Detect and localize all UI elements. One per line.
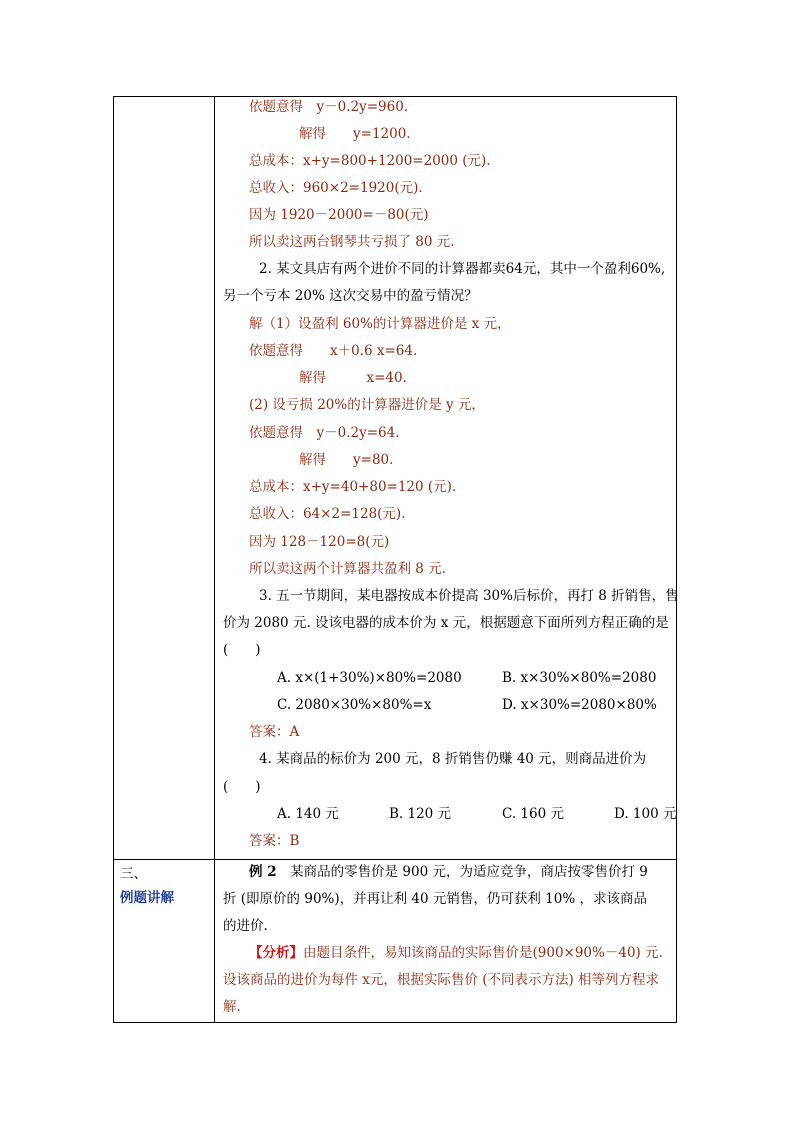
text-line: 解得 y=1200. [299, 126, 411, 142]
section-title: 例题讲解 [120, 890, 174, 906]
text-line: ( ) [223, 642, 261, 658]
text-line: 依题意得 y－0.2y=64. [249, 425, 400, 441]
text-line: 所以卖这两个计算器共盈利 8 元. [249, 561, 446, 577]
section-number: 三、 [120, 866, 147, 882]
text-line: 解得 x=40. [299, 370, 407, 386]
content-table [113, 96, 677, 1023]
option-text: D. x×30%=2080×80% [502, 697, 657, 713]
text-line: (2) 设亏损 20%的计算器进价是 y 元， [249, 397, 485, 413]
text-line: 依题意得 y－0.2y=960. [249, 99, 409, 115]
analysis-line [249, 944, 663, 962]
example-line [249, 863, 648, 881]
text-line: 所以卖这两台钢琴共亏损了 80 元. [249, 234, 455, 250]
column-divider [214, 97, 215, 1022]
text-line: 解得 y=80. [299, 452, 394, 468]
option-text: A. 140 元 [277, 806, 339, 822]
answer-text: 答案：B [249, 833, 300, 849]
option-text: B. x×30%×80%=2080 [502, 670, 657, 686]
text-line: 2. 某文具店有两个进价不同的计算器都卖64元，其中一个盈利60%, [259, 261, 666, 277]
analysis-line: 设该商品的进价为每件 x元，根据实际售价 (不同表示方法) 相等列方程求 [223, 972, 660, 988]
example-label: 例 2 [249, 864, 277, 880]
text-line: 另一个亏本 20% 这次交易中的盈亏情况？ [223, 288, 478, 304]
option-text: B. 120 元 [389, 806, 452, 822]
text-line: 总成本：x+y=40+80=120 (元). [249, 479, 457, 495]
text-line: ( ) [223, 779, 261, 795]
text-line: 因为 1920－2000=－80(元) [249, 207, 429, 223]
analysis-tag: 【分析】 [249, 945, 303, 961]
text-line: 总收入：960×2=1920(元). [249, 180, 423, 196]
option-text: D. 100 元 [614, 806, 677, 822]
option-text: A. x×(1+30%)×80%=2080 [277, 670, 462, 686]
text-line: 解（1）设盈利 60%的计算器进价是 x 元， [249, 316, 511, 332]
answer-text: 答案：A [249, 724, 300, 740]
text-line: 4. 某商品的标价为 200 元，8 折销售仍赚 40 元，则商品进价为 [259, 751, 647, 767]
analysis-line: 解. [223, 999, 241, 1015]
text-line: 3. 五一节期间，某电器按成本价提高 30%后标价，再打 8 折销售，售 [259, 588, 679, 604]
analysis-text: 由题目条件，易知该商品的实际售价是(900×90%－40) 元. [303, 945, 663, 961]
text-line: 价为 2080 元. 设该电器的成本价为 x 元，根据题意下面所列方程正确的是 [223, 615, 669, 631]
text-line: 总成本：x+y=800+1200=2000 (元). [249, 153, 491, 169]
row-divider [114, 859, 676, 860]
text-line: 因为 128－120=8(元) [249, 534, 390, 550]
text-line: 总收入：64×2=128(元). [249, 506, 406, 522]
example-text: 某商品的零售价是 900 元，为适应竞争，商店按零售价打 9 [290, 864, 648, 880]
text-line: 依题意得 x＋0.6 x=64. [249, 343, 418, 359]
example-line: 的进价. [223, 918, 268, 934]
example-line: 折 (即原价的 90%)，并再让利 40 元销售，仍可获利 10% ，求该商品 [223, 891, 647, 907]
option-text: C. 2080×30%×80%=x [277, 697, 432, 713]
option-text: C. 160 元 [502, 806, 564, 822]
